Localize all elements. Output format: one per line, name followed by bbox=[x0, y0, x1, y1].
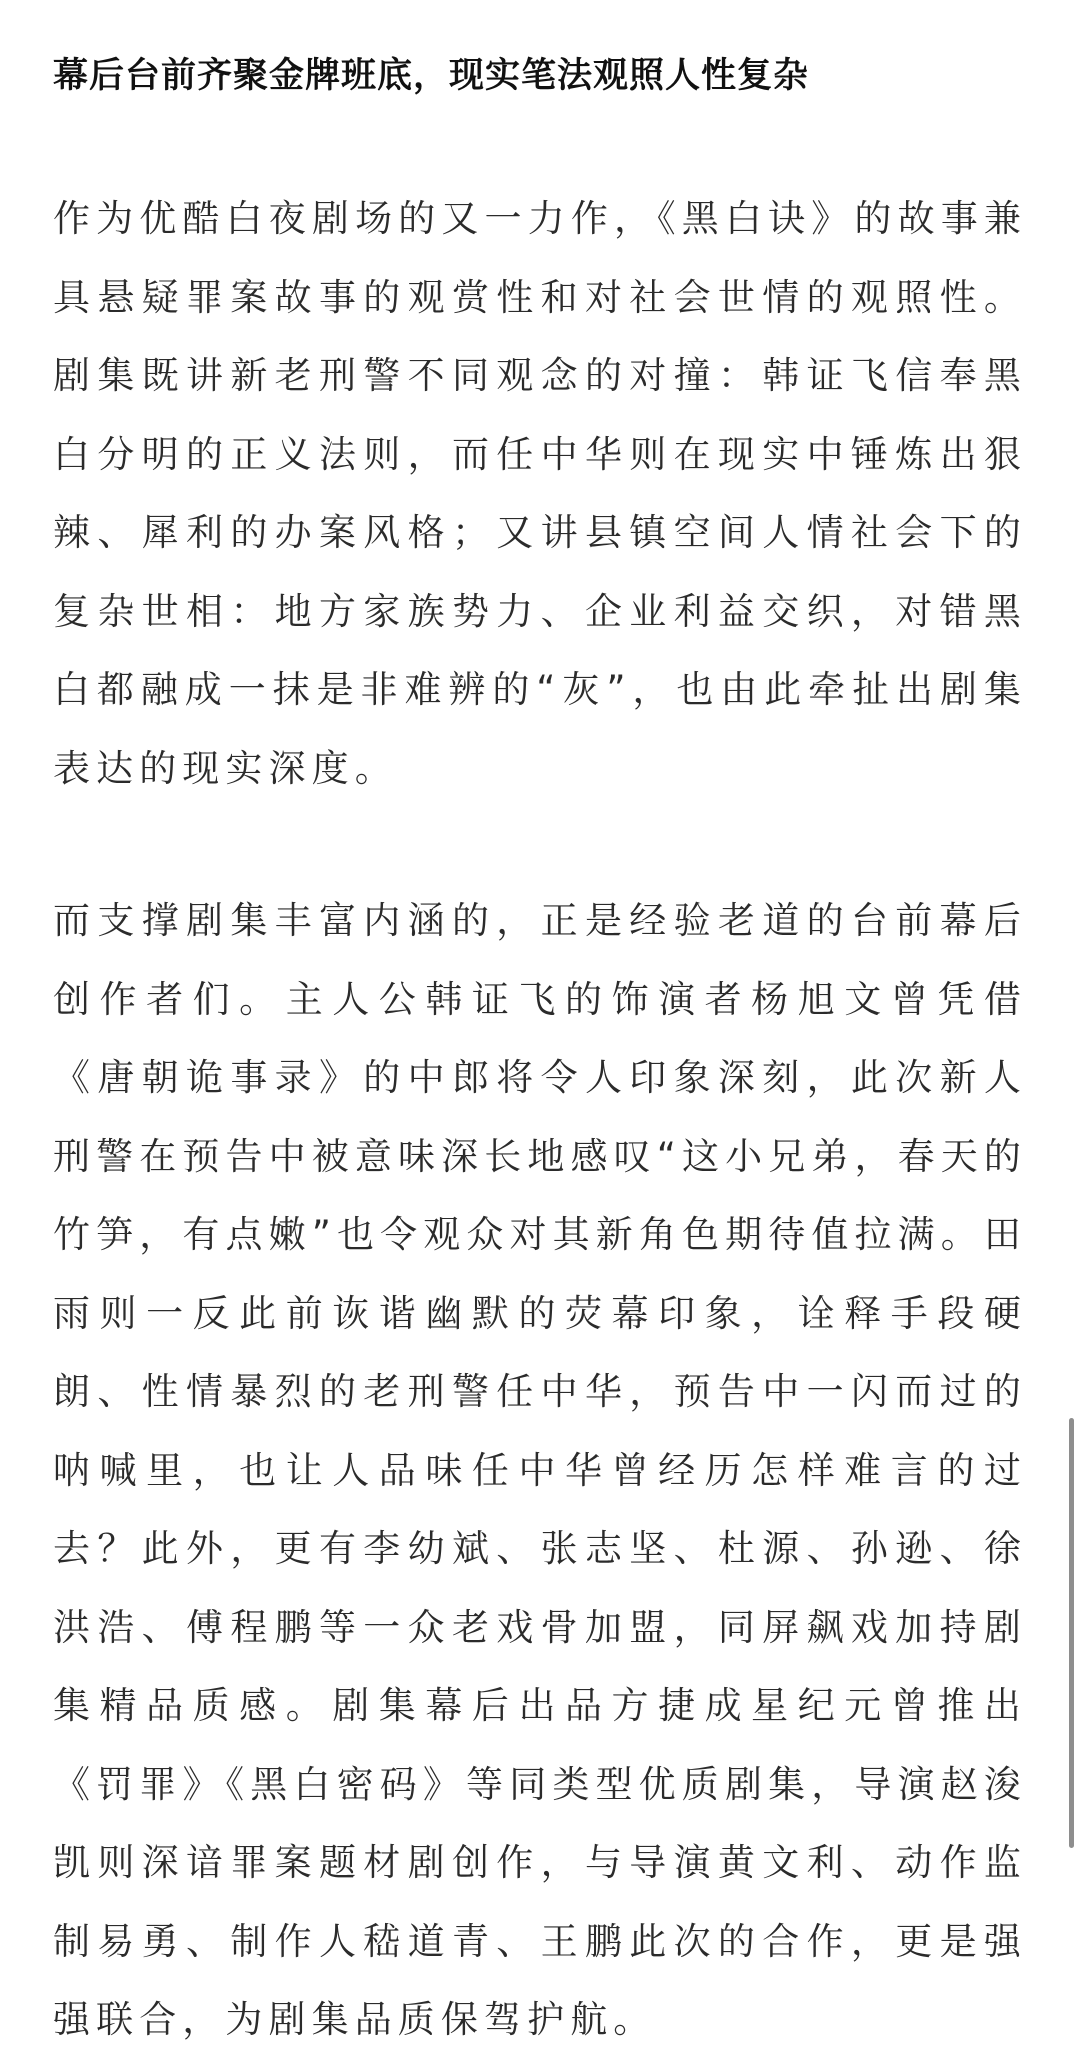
section-heading: 幕后台前齐聚金牌班底，现实笔法观照人性复杂 bbox=[53, 56, 810, 96]
article-body bbox=[53, 40, 1027, 2060]
vertical-scrollbar[interactable] bbox=[1066, 0, 1080, 1870]
scrollbar-thumb[interactable] bbox=[1069, 1418, 1074, 1848]
paragraph-1: 作为优酷白夜剧场的又一力作，《黑白诀》的故事兼具悬疑罪案故事的观赏性和对社会世情的观照性。剧集既讲新老刑警不同观念的对撞：韩证飞信奉黑白分明的正义法则，而任中华则在现实中锤炼出狠辣、犀利的办案风格；又讲县镇空间人情社会下的复杂世相：地方家族势力、企业利益交织，对错黑白都融成一抹是非难辨的“灰”，也由此牵扯出剧集表达的现实深度。 bbox=[53, 197, 1027, 790]
paragraph-2: 而支撑剧集丰富内涵的，正是经验老道的台前幕后创作者们。主人公韩证飞的饰演者杨旭文曾凭借《唐朝诡事录》的中郎将令人印象深刻，此次新人刑警在预告中被意味深长地感叹“这小兄弟，春天的竹笋，有点嫩”也令观众对其新角色期待值拉满。田雨则一反此前诙谐幽默的荧幕印象，诠释手段硬朗、性情暴烈的老刑警任中华，预告中一闪而过的呐喊里，也让人品味任中华曾经历怎样难言的过去？此外，更有李幼斌、张志坚、杜源、孙逊、徐洪浩、傅程鹏等一众老戏骨加盟，同屏飙戏加持剧集精品质感。剧集幕后出品方捷成星纪元曾推出《罚罪》《黑白密码》等同类型优质剧集，导演赵浚凯则深谙罪案题材剧创作，与导演黄文利、动作监制易勇、制作人嵇道青、王鹏此次的合作，更是强强联合，为剧集品质保驾护航。 bbox=[53, 899, 1027, 2041]
